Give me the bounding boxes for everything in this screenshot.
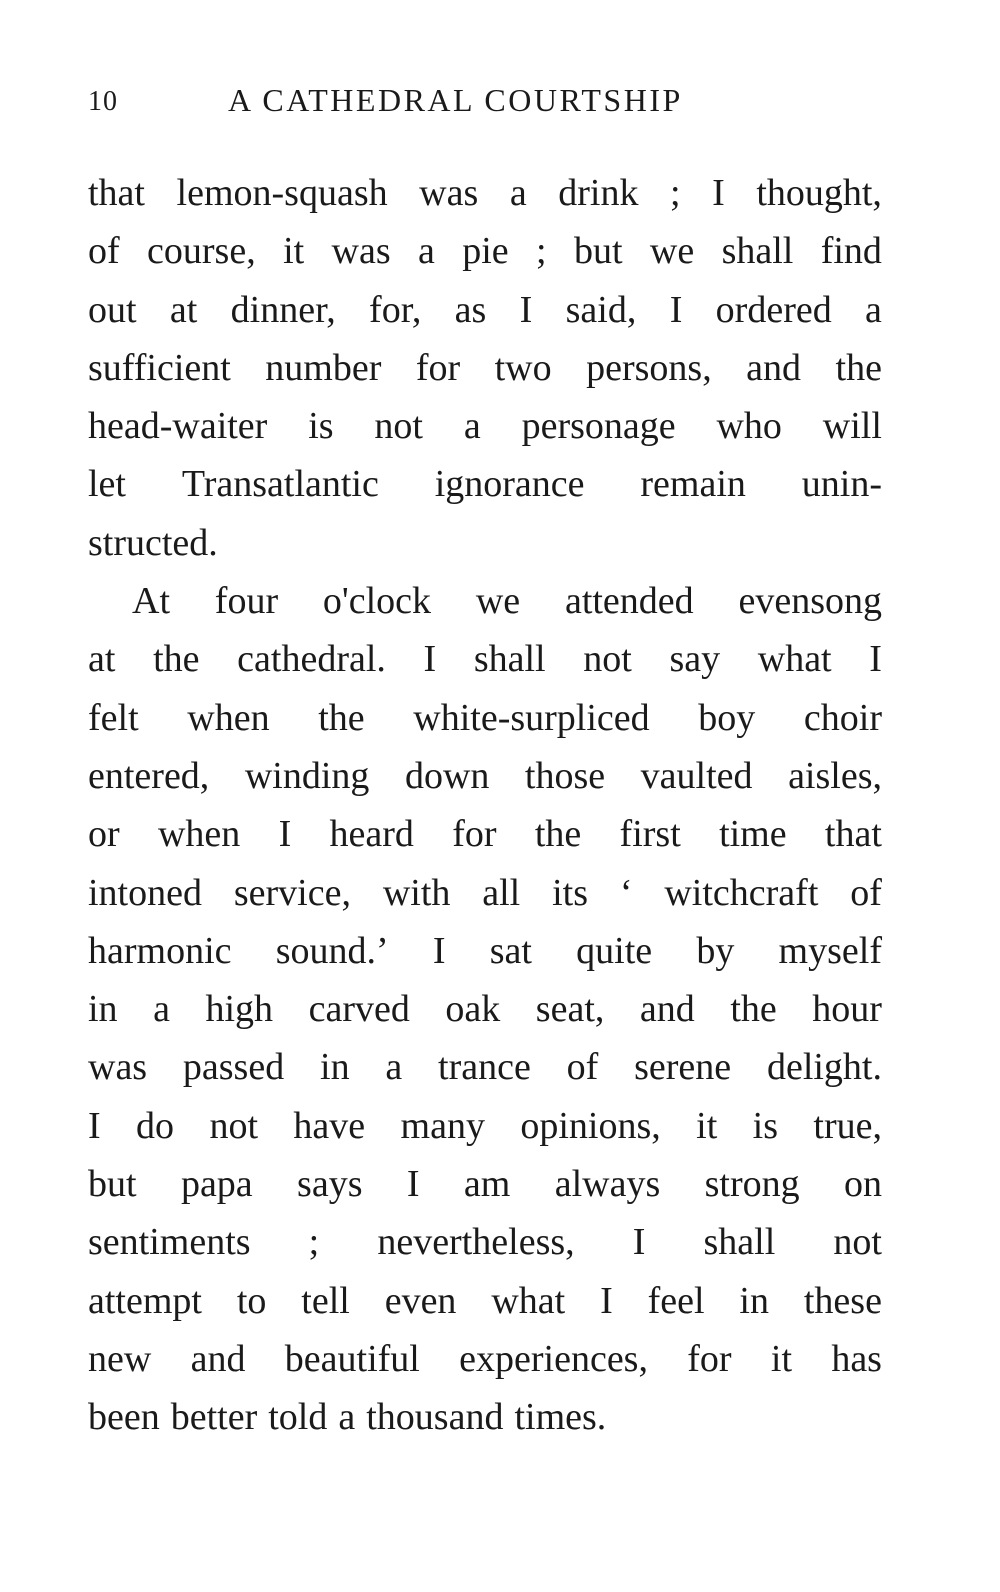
text-line: new and beautiful experiences, for it has [88, 1337, 882, 1380]
text-line: in a high carved oak seat, and the hour [88, 988, 882, 1031]
text-line: of course, it was a pie ; but we shall find [88, 230, 882, 273]
text-line: head-waiter is not a personage who will [88, 405, 882, 448]
paragraph [88, 164, 882, 572]
running-title: A CATHEDRAL COURTSHIP [228, 82, 683, 118]
text-line: harmonic sound.’ I sat quite by myself [88, 929, 882, 972]
text-line: sentiments ; nevertheless, I shall not [88, 1221, 882, 1264]
running-head [88, 82, 888, 132]
text-line: was passed in a trance of serene delight. [88, 1046, 882, 1089]
text-line: out at dinner, for, as I said, I ordered a [88, 288, 882, 331]
paragraph [88, 572, 882, 1446]
text-line: attempt to tell even what I feel in these [88, 1279, 882, 1322]
body-text [88, 164, 882, 1447]
text-line: intoned service, with all its ‘ witchcraft of [88, 871, 882, 914]
text-line: been better told a thousand times. [88, 1396, 607, 1439]
text-line: At four o'clock we attended evensong [132, 580, 882, 623]
text-line: structed. [88, 521, 218, 564]
text-line: that lemon-squash was a drink ; I thought, [88, 172, 882, 214]
text-line: at the cathedral. I shall not say what I [88, 638, 882, 681]
page-number: 10 [88, 86, 118, 117]
text-line: felt when the white-surpliced boy choir [88, 696, 882, 739]
text-line: sufficient number for two persons, and the [88, 346, 882, 389]
text-line: let Transatlantic ignorance remain unin- [88, 463, 882, 506]
text-line: entered, winding down those vaulted aisles, [88, 754, 882, 797]
text-line: or when I heard for the first time that [88, 813, 882, 856]
text-line: I do not have many opinions, it is true, [88, 1104, 882, 1147]
text-line: but papa says I am always strong on [88, 1163, 882, 1206]
